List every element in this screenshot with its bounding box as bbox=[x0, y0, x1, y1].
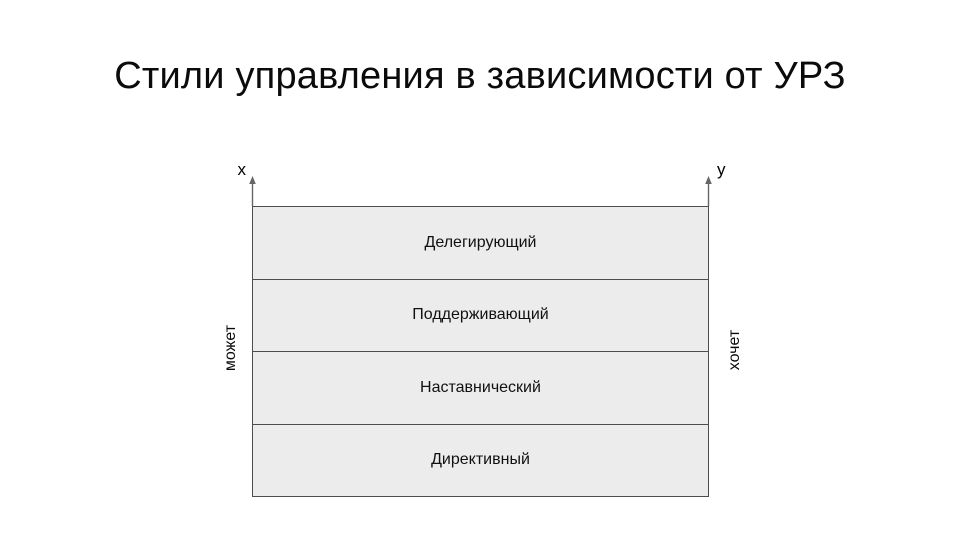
band-label: Поддерживающий bbox=[412, 306, 549, 324]
y-axis-label: y bbox=[717, 160, 726, 179]
band-label: Директивный bbox=[431, 451, 530, 469]
band-label: Делегирующий bbox=[424, 233, 537, 251]
left-axis-text: может bbox=[222, 324, 239, 372]
page-title: Стили управления в зависимости от УРЗ bbox=[114, 55, 846, 97]
right-axis-text: хочет bbox=[726, 329, 743, 371]
band-directive bbox=[253, 425, 708, 497]
band-delegating bbox=[253, 207, 708, 280]
up-arrow-icon bbox=[703, 176, 714, 206]
band-label: Наставнический bbox=[420, 378, 541, 396]
band-mentoring bbox=[253, 352, 708, 425]
x-axis-label: x bbox=[237, 160, 246, 179]
band-supporting bbox=[253, 280, 708, 353]
management-styles-diagram bbox=[252, 206, 709, 497]
up-arrow-icon bbox=[247, 176, 258, 206]
